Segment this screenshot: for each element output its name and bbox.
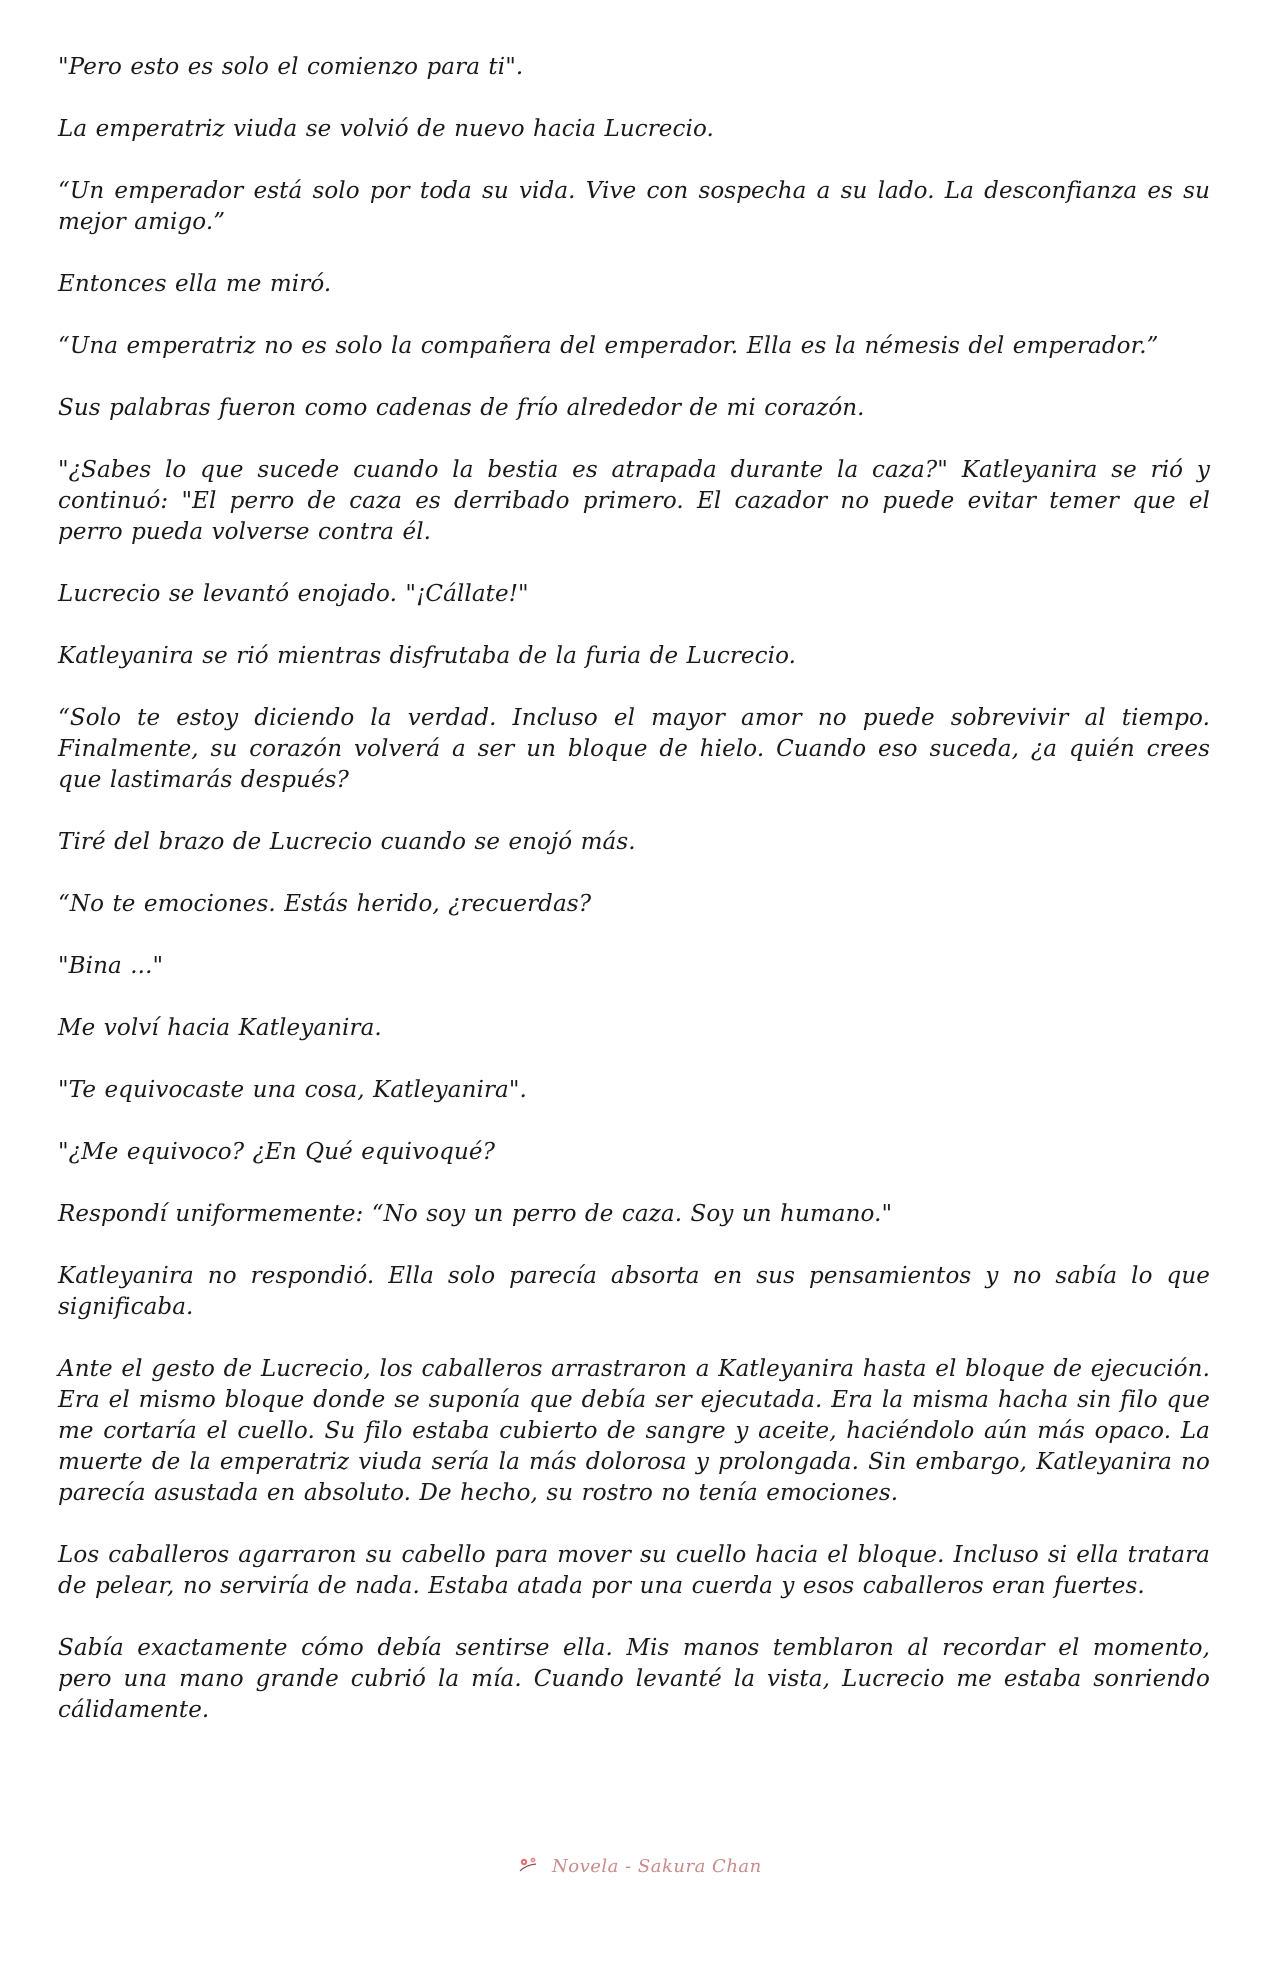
paragraph: Me volví hacia Katleyanira. xyxy=(58,1015,382,1041)
paragraph: "¿Me equivoco? ¿En Qué equivoqué? xyxy=(58,1139,496,1165)
paragraph: "Pero esto es solo el comienzo para ti". xyxy=(58,54,524,80)
paragraph: Lucrecio se levantó enojado. "¡Cállate!" xyxy=(58,581,529,607)
paragraph: “Solo te estoy diciendo la verdad. Incluso el mayor amor no puede sobrevivir al tiempo. Finalmente, su corazón volverá a ser un bloque de hielo. Cuando eso suceda, ¿a quién crees que lastimarás después? xyxy=(58,705,1210,793)
paragraph: La emperatriz viuda se volvió de nuevo hacia Lucrecio. xyxy=(58,116,714,142)
paragraph: "¿Sabes lo que sucede cuando la bestia es atrapada durante la caza?" Katleyanira se rió y continuó: "El perro de caza es derribado primero. El cazador no puede evitar temer que el perro pueda volverse contra él. xyxy=(58,457,1210,545)
paragraph: Sus palabras fueron como cadenas de frío alrededor de mi corazón. xyxy=(58,395,865,421)
paragraph: Tiré del brazo de Lucrecio cuando se enojó más. xyxy=(58,829,636,855)
paragraph: "Te equivocaste una cosa, Katleyanira". xyxy=(58,1077,527,1103)
paragraph: Entonces ella me miró. xyxy=(58,271,332,297)
watermark-text: Novela - Sakura Chan xyxy=(552,1856,762,1877)
sakura-blossom-icon xyxy=(518,1855,540,1878)
paragraph: Sabía exactamente cómo debía sentirse ella. Mis manos temblaron al recordar el momento, pero una mano grande cubrió la mía. Cuando levanté la vista, Lucrecio me estaba sonriendo cálidamente. xyxy=(58,1635,1210,1723)
paragraph: “Una emperatriz no es solo la compañera del emperador. Ella es la némesis del emperador.” xyxy=(58,333,1159,359)
paragraph: Katleyanira no respondió. Ella solo parecía absorta en sus pensamientos y no sabía lo que significaba. xyxy=(58,1263,1210,1320)
paragraph: Katleyanira se rió mientras disfrutaba de la furia de Lucrecio. xyxy=(58,643,797,669)
paragraph: “No te emociones. Estás herido, ¿recuerdas? xyxy=(58,891,592,917)
paragraph: Respondí uniformemente: “No soy un perro de caza. Soy un humano." xyxy=(58,1201,893,1227)
paragraph: Los caballeros agarraron su cabello para mover su cuello hacia el bloque. Incluso si ella tratara de pelear, no serviría de nada. Estaba atada por una cuerda y esos caballeros eran fuertes. xyxy=(58,1542,1210,1599)
paragraph: "Bina ..." xyxy=(58,953,164,979)
paragraph: “Un emperador está solo por toda su vida. Vive con sospecha a su lado. La desconfianza es su mejor amigo.” xyxy=(58,178,1210,235)
watermark xyxy=(0,1855,1280,1878)
document-body xyxy=(58,52,1210,1757)
paragraph: Ante el gesto de Lucrecio, los caballeros arrastraron a Katleyanira hasta el bloque de ejecución. Era el mismo bloque donde se suponía que debía ser ejecutada. Era la misma hacha sin filo que me cortaría el cuello. Su filo estaba cubierto de sangre y aceite, haciéndolo aún más opaco. La muerte de la emperatriz viuda sería la más dolorosa y prolongada. Sin embargo, Katleyanira no parecía asustada en absoluto. De hecho, su rostro no tenía emociones. xyxy=(58,1356,1210,1506)
